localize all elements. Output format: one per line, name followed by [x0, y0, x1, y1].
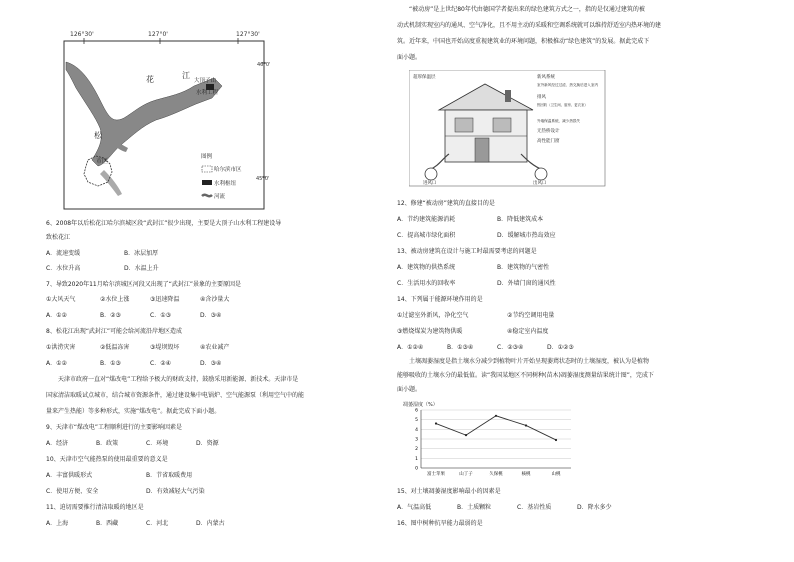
q8-item-2: ②低温冻害: [100, 344, 130, 351]
y-tick-label: 0: [415, 466, 418, 472]
q14-option-c: C．②③④: [497, 344, 524, 351]
q14-item-3: ③燃烧煤炭为建筑物供暖: [397, 328, 463, 335]
q6-option-a: A．流速变缓: [46, 250, 81, 257]
note-3: 超厚保温层: [413, 75, 436, 80]
river-char-song: 松: [94, 131, 102, 140]
q15-option-b: B．土质颗粒: [457, 504, 492, 511]
y-tick-label: 6: [415, 408, 418, 414]
q14-item-4: ④稳定室内温度: [507, 328, 549, 335]
q6-option-b: B．冰层加厚: [124, 250, 159, 257]
y-tick-label: 5: [415, 418, 418, 424]
data-point: [525, 424, 527, 426]
q7-option-c: C．①③: [150, 312, 171, 319]
x-tick-label: 富士苹果: [427, 472, 445, 477]
q8-option-a: A．①②: [46, 360, 67, 367]
q10-option-c: C．使用方便、安全: [46, 488, 99, 495]
q13-option-b: B．建筑物的气密性: [497, 264, 550, 271]
q7-stem: 7、导致2020年11月哈尔滨城区河段又出现了“武封江”景象的主要原因是: [46, 281, 241, 288]
dam-label-1: 大顶子山: [194, 78, 217, 84]
q8-stem: 8、松花江出现“武封江”可能会给河流沿岸地区造成: [46, 328, 183, 335]
intro-line-1: “被动房”是上世纪80年代由德国学者提出来的绿色建筑方式之一，指的是仅通过建筑的被: [409, 6, 645, 13]
lon-label-3: 127°30': [236, 31, 260, 38]
q14-option-b: B．①③④: [447, 344, 474, 351]
wilting-humidity-chart: [401, 398, 581, 482]
y-tick-label: 3: [415, 437, 418, 443]
q11-option-a: A．上海: [46, 520, 69, 527]
q10-option-a: A．丰富供暖形式: [46, 472, 93, 479]
q11-stem: 11、迫切需要推行清洁取暖的地区是: [46, 504, 144, 511]
q13-option-a: A．建筑物的供热系统: [397, 264, 456, 271]
q8-item-1: ①洪涝灾害: [46, 344, 76, 351]
material-paragraph-line-3: 量来产生热能）等多种形式，实施“煤改电”。据此完成下面小题。: [46, 408, 221, 415]
q11-option-d: D．内蒙古: [196, 520, 225, 527]
material-paragraph-line-1: 天津市政府一直对“煤改电”工程给予极大的财政支持，鼓励采用新能源、新技术。天津市是: [58, 376, 299, 383]
songhua-river-map: [0, 0, 397, 220]
q9-option-c: C．环境: [146, 440, 169, 447]
soil-paragraph-line-3: 面小题。: [397, 386, 422, 393]
y-tick-label: 1: [415, 456, 418, 462]
y-tick-label: 4: [415, 427, 418, 433]
house-window-1: [455, 118, 473, 132]
lat-label-bottom: 45°0': [256, 176, 270, 182]
lon-label-2: 127°0': [148, 31, 168, 38]
inlet-label: 进风口: [423, 181, 437, 186]
house-window-2: [493, 118, 511, 132]
q6-option-c: C．水位升高: [46, 265, 81, 272]
note-5: 热回收（卫生间、厨房、更衣室）: [537, 103, 588, 107]
data-point: [555, 439, 557, 441]
q11-option-b: B．西藏: [96, 520, 119, 527]
q15-stem: 15、对土壤凋萎湿度影响最小的因素是: [397, 488, 501, 495]
x-tick-label: 山桃: [551, 472, 561, 477]
q8-item-3: ③堤坝毁坏: [150, 344, 180, 351]
q16-stem: 16、图中树种抗旱能力最弱的是: [397, 520, 483, 527]
data-point: [465, 434, 467, 436]
soil-paragraph-line-1: 土壤凋萎湿度是指土壤水分减少到植物叶片开始呈现萎蔫状态时的土壤湿度，被认为是植物: [409, 358, 650, 365]
q9-option-d: D．资源: [196, 440, 219, 447]
q12-option-c: C．提高城市绿化面积: [397, 232, 456, 239]
lon-label-1: 126°30': [70, 31, 94, 38]
q10-stem: 10、天津市空气能热泵的使用最重要的意义是: [46, 456, 168, 463]
q12-option-a: A．节约建筑能源消耗: [397, 216, 456, 223]
note-8: 高性能门窗: [537, 139, 560, 144]
q14-item-1: ①过滤室外新风，净化空气: [397, 312, 469, 319]
legend-title: 图例: [201, 154, 213, 160]
q15-option-d: D．降水多少: [577, 504, 612, 511]
q7-option-b: B．②③: [100, 312, 121, 319]
q13-option-c: C．生活用水的回收率: [397, 280, 456, 287]
q9-option-b: B．政策: [96, 440, 119, 447]
x-tick-label: 山丁子: [459, 472, 473, 477]
q6-option-d: D．水温上升: [124, 265, 159, 272]
q15-option-c: C．基岩性质: [517, 504, 552, 511]
y-tick-label: 2: [415, 447, 418, 453]
air-outlet: [535, 168, 547, 180]
air-inlet: [425, 168, 437, 180]
house-door: [475, 138, 489, 162]
note-1: 新风系统: [537, 75, 555, 80]
q6-stem: 6、2008年以后松花江哈尔滨城区段“武封江”很少出现，主要是大顶子山水利工程建设导: [46, 220, 282, 227]
q8-option-d: D．③④: [200, 360, 222, 367]
q7-item-1: ①大风天气: [46, 296, 76, 303]
house-chimney: [505, 90, 511, 102]
q13-stem: 13、被动房建筑在设计与施工时最需要考虑的问题是: [397, 248, 537, 255]
q9-option-a: A．经济: [46, 440, 69, 447]
soil-paragraph-line-2: 能够吸收的土壤水分的最低值。读“我国某地区不同树种(苗木)凋萎湿度测量结果统计图”，完成下: [397, 372, 654, 379]
data-point: [435, 422, 437, 424]
q15-option-a: A．气温高低: [397, 504, 432, 511]
note-4: 排风: [537, 95, 546, 100]
q14-stem: 14、下列属于能源环境作用的是: [397, 296, 483, 303]
q7-item-2: ②水位上涨: [100, 296, 130, 303]
q14-item-2: ②节约空调用电量: [507, 312, 555, 319]
passive-house-diagram: [409, 70, 609, 188]
q10-option-d: D．有效减轻大气污染: [146, 488, 205, 495]
x-tick-label: 久保桃: [489, 472, 503, 477]
outlet-label: 出风口: [533, 181, 547, 186]
q6-stem-cont: 致松花江: [46, 234, 71, 241]
note-7: 无热桥设计: [537, 129, 560, 134]
chart-ylabel: 凋萎湿度（%）: [403, 402, 438, 408]
q10-option-b: B．节省取暖费用: [146, 472, 193, 479]
data-point: [495, 415, 497, 417]
dam-label-2: 水利工程: [196, 90, 219, 96]
q13-option-d: D．外墙门窗的通风性: [497, 280, 556, 287]
intro-line-3: 筑。近年来，中国也开始高度重视建筑业的环境问题，积极推动“绿色建筑”的发展。据此完成下: [397, 38, 650, 45]
x-tick-label: 核桃: [521, 472, 531, 477]
q12-option-d: D．缓解城市热岛效应: [497, 232, 556, 239]
river-char-jiang: 江: [182, 71, 190, 80]
right-column: [397, 0, 794, 562]
note-2: 室外新风经过过滤、热交换后进入室内: [537, 83, 599, 87]
legend-item-city: 哈尔滨市区: [214, 167, 242, 173]
legend-item-river: 河流: [214, 194, 226, 200]
q14-option-a: A．①②④: [397, 344, 424, 351]
river-char-hua: 花: [146, 75, 154, 84]
q7-item-4: ④含沙量大: [200, 296, 230, 303]
q7-option-d: D．③④: [200, 312, 222, 319]
q11-option-c: C．河北: [146, 520, 169, 527]
q7-item-3: ③迅速降温: [150, 296, 180, 303]
legend-item-dam: 水利枢纽: [214, 181, 237, 187]
q14-option-d: D．①②③: [547, 344, 574, 351]
q8-option-c: C．②④: [150, 360, 171, 367]
q9-stem: 9、天津市“煤改电”工程顺利进行的主要影响因素是: [46, 424, 183, 431]
note-6: 外墙保温系统，减少热损失: [537, 119, 581, 123]
q12-option-b: B．降低建筑成本: [497, 216, 544, 223]
q12-stem: 12、修建“被动房”建筑的直接目的是: [397, 200, 495, 207]
intro-line-2: 动式机制实现室内的通风、空气净化，且不用主动的采暖和空调系统就可以维持舒适室内热环境的建: [397, 22, 662, 29]
q8-option-b: B．①③: [100, 360, 121, 367]
lat-label-top: 46°0': [257, 62, 271, 68]
material-paragraph-line-2: 国家清洁取暖试点城市，结合城市资源条件，通过建设集中电锅炉、空气能源泵（利用空气中的能: [46, 392, 305, 399]
q8-item-4: ④农业减产: [200, 344, 230, 351]
series-line: [436, 416, 556, 440]
q7-option-a: A．①②: [46, 312, 67, 319]
intro-line-4: 面小题。: [397, 54, 422, 61]
city-label: 市区: [96, 158, 109, 165]
